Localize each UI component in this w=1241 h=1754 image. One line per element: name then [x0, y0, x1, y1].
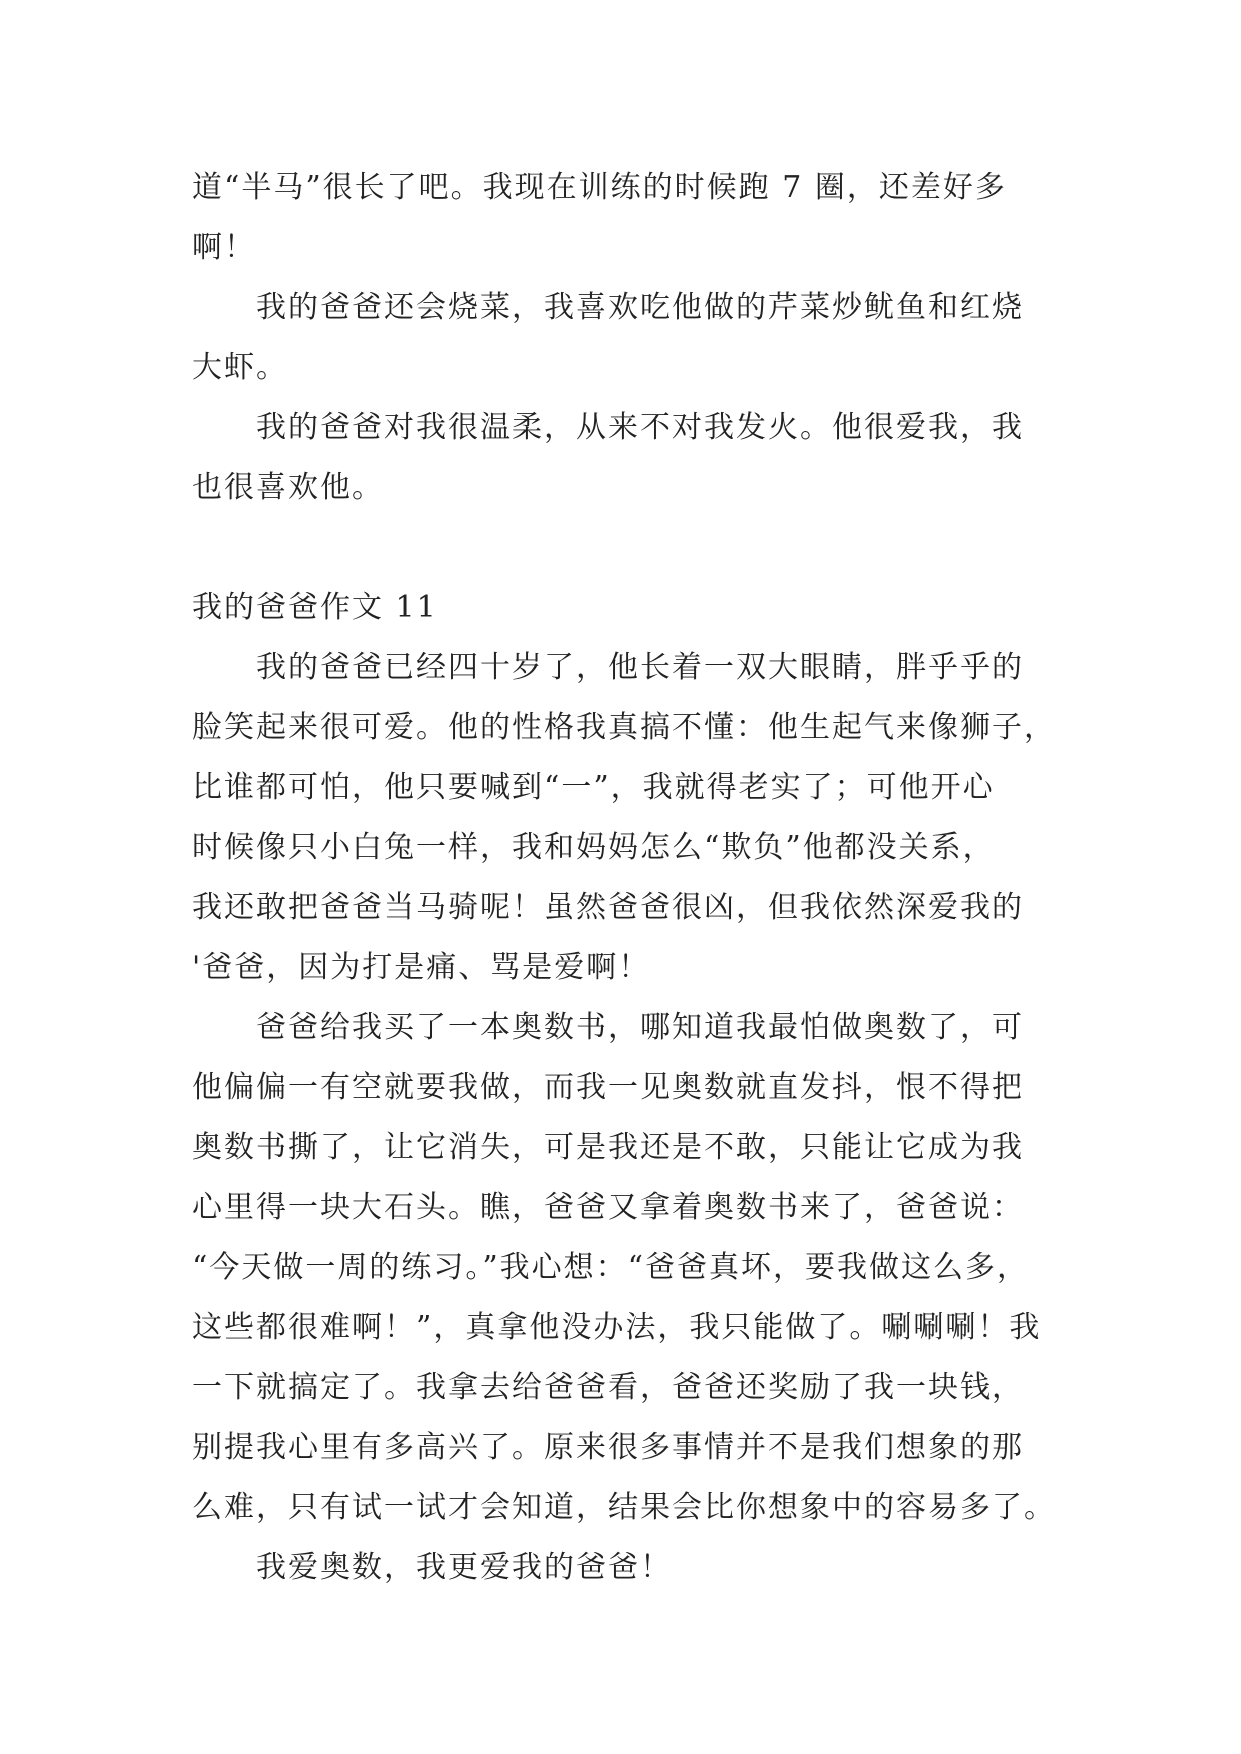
- text-line: 别提我心里有多高兴了。原来很多事情并不是我们想象的那: [192, 1430, 1024, 1465]
- paragraph: [192, 278, 1052, 398]
- text-line: 比谁都可怕，他只要喊到“一”，我就得老实了；可他开心: [192, 770, 995, 805]
- text-line: 爸爸给我买了一本奥数书，哪知道我最怕做奥数了，可: [256, 1010, 1024, 1045]
- text-line: 我还敢把爸爸当马骑呢！虽然爸爸很凶，但我依然深爱我的: [192, 890, 1024, 925]
- text-line: “今天做一周的练习。”我心想：“爸爸真坏，要我做这么多，: [192, 1250, 1030, 1285]
- paragraph: [192, 1538, 1052, 1598]
- text-line: 也很喜欢他。: [192, 470, 384, 505]
- text-line: 时候像只小白兔一样，我和妈妈怎么“欺负”他都没关系，: [192, 830, 995, 865]
- document-page: [192, 158, 1056, 1598]
- text-line: 我的爸爸对我很温柔，从来不对我发火。他很爱我，我: [256, 410, 1024, 445]
- text-line: 脸笑起来很可爱。他的性格我真搞不懂：他生起气来像狮子，: [192, 710, 1056, 745]
- text-line: 我的爸爸还会烧菜，我喜欢吃他做的芹菜炒鱿鱼和红烧: [256, 290, 1024, 325]
- text-line: 一下就搞定了。我拿去给爸爸看，爸爸还奖励了我一块钱，: [192, 1370, 1024, 1405]
- text-line: 心里得一块大石头。瞧，爸爸又拿着奥数书来了，爸爸说：: [192, 1190, 1024, 1225]
- text-line: 我爱奥数，我更爱我的爸爸！: [256, 1550, 672, 1585]
- section-gap: [192, 518, 1052, 578]
- paragraph: [192, 158, 1052, 278]
- paragraph: [192, 998, 1056, 1538]
- text-line: 道“半马”很长了吧。我现在训练的时候跑 7 圈，还差好多: [192, 170, 1007, 205]
- text-line: 么难，只有试一试才会知道，结果会比你想象中的容易多了。: [192, 1490, 1056, 1525]
- essay-title: 我的爸爸作文 11: [192, 590, 438, 625]
- text-line: 这些都很难啊！”，真拿他没办法，我只能做了。唰唰唰！我: [192, 1310, 1042, 1345]
- text-line: '爸爸，因为打是痛、骂是爱啊！: [192, 950, 651, 985]
- paragraph: [192, 638, 1056, 998]
- text-line: 啊！: [192, 230, 256, 265]
- text-line: 大虾。: [192, 350, 288, 385]
- text-line: 奥数书撕了，让它消失，可是我还是不敢，只能让它成为我: [192, 1130, 1024, 1165]
- text-line: 他偏偏一有空就要我做，而我一见奥数就直发抖，恨不得把: [192, 1070, 1024, 1105]
- text-line: 我的爸爸已经四十岁了，他长着一双大眼睛，胖乎乎的: [256, 650, 1024, 685]
- paragraph: [192, 398, 1052, 518]
